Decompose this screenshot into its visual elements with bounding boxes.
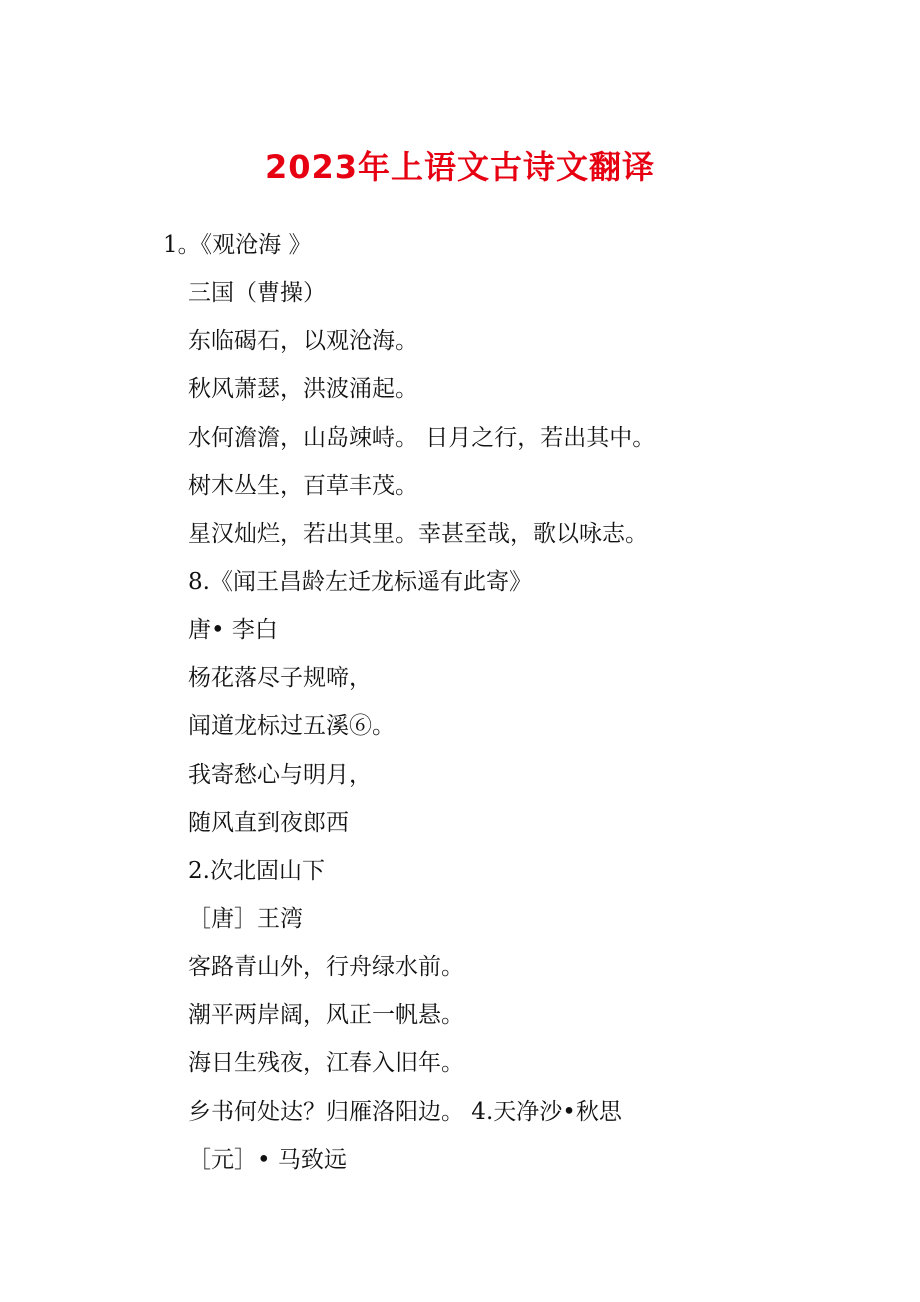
text-line: 客路青山外，行舟绿水前。 (188, 954, 464, 980)
text-line: 三国（曹操） (188, 280, 326, 306)
text-line: 东临碣石，以观沧海。 (188, 328, 418, 354)
text-line: 1。《观沧海 》 (163, 232, 312, 258)
text-line: 乡书何处达？归雁洛阳边。 4.天净沙•秋思 (188, 1099, 622, 1125)
text-line: ［唐］王湾 (188, 906, 303, 932)
text-line: 水何澹澹，山岛竦峙。 日月之行，若出其中。 (188, 425, 656, 451)
text-line: 2.次北固山下 (188, 858, 325, 884)
text-line: 闻道龙标过五溪⑥。 (188, 713, 395, 739)
text-line: 我寄愁心与明月， (188, 762, 372, 788)
text-line: 杨花落尽子规啼， (188, 665, 372, 691)
text-line: 唐• 李白 (188, 617, 278, 643)
text-line: 星汉灿烂，若出其里。幸甚至哉，歌以咏志。 (188, 521, 648, 547)
text-line: 秋风萧瑟，洪波涌起。 (188, 376, 418, 402)
text-line: 潮平两岸阔，风正一帆悬。 (188, 1002, 464, 1028)
document-title: 2023年上语文古诗文翻译 (264, 148, 656, 186)
text-line: ［元］• 马致远 (188, 1147, 347, 1173)
text-line: 8.《闻王昌龄左迁龙标遥有此寄》 (188, 569, 532, 595)
text-line: 海日生残夜，江春入旧年。 (188, 1050, 464, 1076)
text-line: 随风直到夜郎西 (188, 810, 349, 836)
text-line: 树木丛生，百草丰茂。 (188, 473, 418, 499)
